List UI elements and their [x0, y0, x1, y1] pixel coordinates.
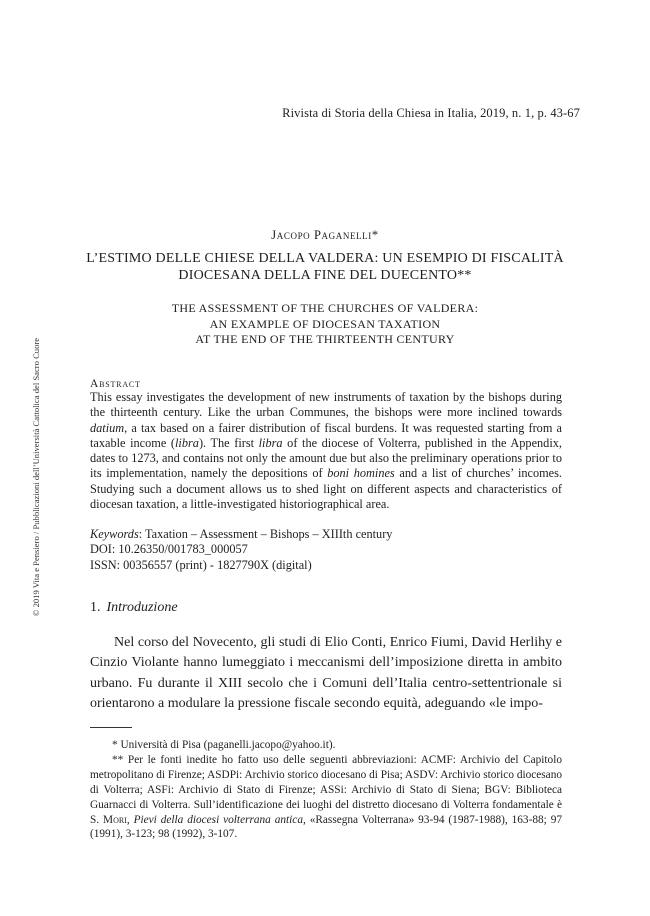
issn-line: ISSN: 00356557 (print) - 1827790X (digital) [90, 557, 312, 572]
footnote-2-text: ** Per le fonti inedite ho fatto uso delle seguenti abbreviazioni: ACMF: Archivio del Capitolo metropolitano di Firenze; ASDPi: Archivio storico diocesano di Pisa; ASDV: Archivio storico diocesano di Volterra; ASFi: Archivio di Stato di Firenze; ASSi: Archivio di Stato di Siena; BGV: Biblioteca Guarnacci di Volterra. Sull’identificazione dei luoghi del distretto diocesano di Volterra fondamentale è [90, 753, 562, 811]
journal-reference: Rivista di Storia della Chiesa in Italia, 2019, n. 1, p. 43-67 [282, 106, 580, 120]
abstract-part: This essay investigates the development of new instruments of taxation by the bishops during the thirteenth century. Like the urban Communes, the bishops were more inclined towards [90, 390, 562, 420]
title-en-line-2: AN EXAMPLE OF DIOCESAN TAXATION [209, 316, 441, 331]
abstract-term-datium: datium [90, 420, 125, 435]
section-heading [90, 600, 178, 616]
footnote-2 [90, 753, 562, 842]
title-en-line-1: THE ASSESSMENT OF THE CHURCHES OF VALDERA: [171, 301, 479, 315]
footnote-1: * Università di Pisa (paganelli.jacopo@yahoo.it). [112, 739, 336, 751]
footnote-separator [90, 727, 132, 728]
abstract-part: ). The first [198, 435, 259, 450]
abstract-term-boni-homines: boni homines [327, 466, 395, 481]
footnote-2-title: Pievi della diocesi volterrana antica [133, 813, 303, 826]
keywords-value: : Taxation – Assessment – Bishops – XIIIth century [138, 527, 393, 541]
abstract-term-libra: libra [175, 435, 199, 450]
copyright-text: © 2019 Vita e Pensiero / Pubblicazioni dell’Università Cattolica del Sacro Cuore [31, 337, 41, 617]
keywords-block [90, 527, 562, 573]
footnote-2-text: , «Rassegna Volterrana» 93-94 (1987-1988), 163-88; 97 (1991), 3-123; 98 (1992), 3-107. [90, 813, 562, 841]
keywords-label: Keywords [90, 527, 139, 541]
abstract-part: and a list of churches’ incomes. Studying such a document allows us to shed light on different aspects and characteristics of diocesan taxation, a little-investigated historiographical area. [90, 466, 563, 512]
abstract-part: of the diocese of Volterra, published in the Appendix, dates to 1273, and contains not only the amount due but also the preliminary operations prior to its implementation, namely the depositions of [90, 435, 562, 481]
abstract-term-libra: libra [258, 435, 283, 450]
abstract-part: , a tax based on a fairer distribution of fiscal burdens. It was requested starting from a taxable income ( [90, 420, 562, 450]
author-name: Jacopo Paganelli* [271, 228, 379, 242]
footnotes [90, 738, 562, 842]
title-it-line-1: L’ESTIMO DELLE CHIESE DELLA VALDERA: UN ESEMPIO DI FISCALITÀ [86, 251, 564, 266]
section-number: 1. [90, 600, 101, 615]
abstract-text [90, 390, 562, 512]
abstract-heading: Abstract [90, 378, 141, 390]
article-title-italian [70, 250, 580, 284]
title-en-line-3: AT THE END OF THE THIRTEENTH CENTURY [195, 332, 455, 346]
body-paragraph: Nel corso del Novecento, gli studi di Elio Conti, Enrico Fiumi, David Herlihy e Cinzio Violante hanno lumeggiato i meccanismi dell’imposizione diretta in ambito urbano. Fu durante il XIII secolo che i Comuni dell’Italia centro-settentrionale si orientarono a modulare la pressione fiscale secondo equità, adeguando «le impo- [90, 635, 562, 711]
title-it-line-2: DIOCESANA DELLA FINE DEL DUECENTO** [178, 268, 472, 283]
footnote-2-text: , [126, 813, 134, 826]
article-title-english [90, 301, 560, 348]
section-title: Introduzione [106, 600, 178, 615]
footnote-2-author: S. Mori [90, 813, 127, 826]
doi-line: DOI: 10.26350/001783_000057 [90, 542, 248, 557]
keywords-line [90, 527, 562, 542]
